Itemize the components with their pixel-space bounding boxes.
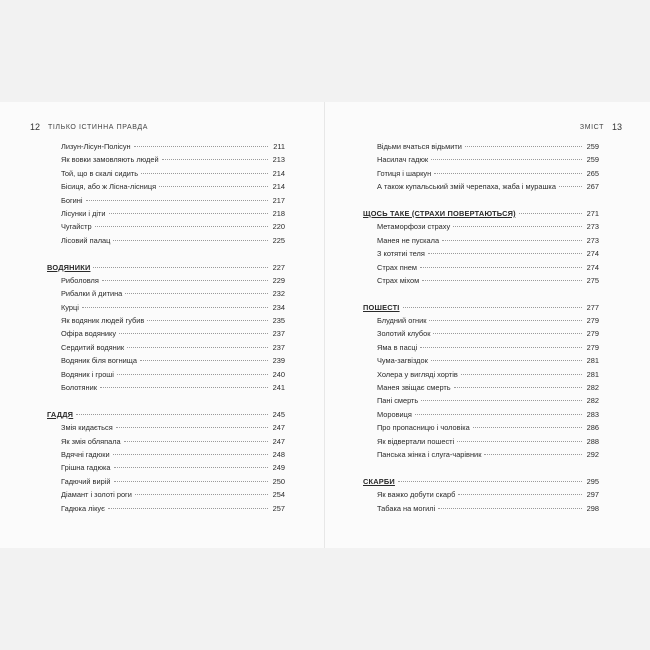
toc-entry[interactable] [363,314,599,327]
page-number: 211 [273,142,285,151]
section-title: ЩОСЬ ТАКЕ (СТРАХИ ПОВЕРТАЮТЬСЯ) [363,208,516,218]
entry-title: Рибалки й дитина [61,289,123,299]
page-number: 247 [272,423,285,433]
toc-entry[interactable] [363,180,599,193]
dot-leader [134,146,268,147]
toc-entry[interactable] [363,368,599,381]
section-title: ВОДЯНИКИ [47,262,91,272]
right-toc-column [363,140,599,515]
dot-leader [102,280,268,281]
page-number: 249 [272,463,285,473]
page-number: 282 [586,396,599,406]
page-number: 248 [272,449,285,459]
toc-entry[interactable] [363,220,599,233]
toc-entry[interactable] [47,180,285,193]
toc-section-heading[interactable] [363,475,599,488]
entry-title: Водяник і гроші [61,369,114,379]
entry-title: Як вовки замовляють людей [61,155,159,165]
section-spacer [363,194,599,207]
page-number: 220 [272,222,285,232]
page-number: 298 [586,503,599,513]
entry-title: Гадюка лікує [61,503,105,513]
right-page-number: 13 [611,122,622,132]
section-title: ГАДДЯ [47,409,74,419]
toc-entry[interactable] [363,153,599,166]
dot-leader [125,293,268,294]
dot-leader [431,360,582,361]
dot-leader [415,414,582,415]
page-number: 254 [272,490,285,500]
toc-entry[interactable] [47,327,285,340]
page-number: 240 [272,369,285,379]
page-number: 274 [586,262,599,272]
toc-entry[interactable] [47,194,285,207]
entry-title: Лизун-Лісун-Полісун [61,142,131,151]
toc-entry[interactable] [47,502,285,515]
dot-leader [116,427,268,428]
dot-leader [434,173,582,174]
toc-entry[interactable] [47,234,285,247]
entry-title: Страх міхом [377,275,420,285]
toc-section-heading[interactable] [363,301,599,314]
page-number: 247 [272,436,285,446]
dot-leader [147,320,268,321]
page-number: 237 [272,329,285,339]
entry-title: Метаморфози страху [377,222,451,232]
dot-leader [458,494,582,495]
dot-leader [422,280,582,281]
entry-title: Риболовля [61,275,99,285]
toc-entry[interactable] [47,461,285,474]
page-number: 218 [272,208,285,218]
page-number: 241 [272,383,285,393]
toc-entry[interactable] [47,287,285,300]
dot-leader [113,240,268,241]
page-number: 279 [586,316,599,326]
right-running-title: ЗМІСТ [579,123,604,131]
left-page-number: 12 [30,122,41,132]
left-toc-column [47,140,285,515]
left-running-title: ТІЛЬКО ІСТИННА ПРАВДА [48,123,149,131]
entry-title: А також купальський змій черепаха, жаба і мурашка [377,182,556,192]
dot-leader [559,186,582,187]
dot-leader [438,508,582,509]
toc-entry[interactable] [47,475,285,488]
page-number: 234 [272,302,285,312]
dot-leader [473,427,582,428]
page-number: 267 [586,182,599,192]
entry-title: Яма в пасці [377,342,418,352]
page-number: 237 [272,342,285,352]
toc-entry[interactable] [47,167,285,180]
toc-entry[interactable] [47,220,285,233]
dot-leader [93,267,268,268]
entry-title: Як важко добути скарб [377,490,456,500]
page-number: 279 [586,342,599,352]
entry-title: Лісунки і діти [61,208,106,218]
toc-entry[interactable] [47,421,285,434]
entry-title: Чугайстр [61,222,92,232]
toc-entry[interactable] [363,408,599,421]
page-number: 250 [272,476,285,486]
toc-entry[interactable] [363,261,599,274]
section-spacer [363,461,599,474]
page-number: 279 [586,329,599,339]
toc-entry[interactable] [363,341,599,354]
dot-leader [162,159,268,160]
entry-title: Насилач гадюк [377,155,429,165]
toc-entry[interactable] [47,448,285,461]
dot-leader [453,226,582,227]
dot-leader [119,333,268,334]
dot-leader [109,213,268,214]
toc-entry[interactable] [363,327,599,340]
dot-leader [76,414,268,415]
dot-leader [159,186,268,187]
page-number: 229 [272,275,285,285]
entry-title: Панська жінка і слуга-чарівник [377,449,482,459]
entry-title: Грішна гадюка [61,463,111,473]
page-number: 281 [586,356,599,366]
page-number: 275 [586,275,599,285]
toc-entry[interactable] [363,140,599,153]
page-number: 239 [272,356,285,366]
section-title: СКАРБИ [363,476,395,486]
page-number: 214 [272,182,285,192]
book-spread [0,102,650,548]
entry-title: Гадючий вирій [61,476,111,486]
dot-leader [108,508,268,509]
dot-leader [519,213,582,214]
section-spacer [47,394,285,407]
dot-leader [442,240,582,241]
entry-title: Водяник біля вогнища [61,356,137,366]
dot-leader [454,387,582,388]
dot-leader [127,347,268,348]
page-number: 274 [586,249,599,259]
entry-title: Як змія обляпала [61,436,121,446]
dot-leader [403,307,582,308]
toc-entry[interactable] [363,394,599,407]
page-number: 265 [586,168,599,178]
entry-title: Як відвертали пошесті [377,436,455,446]
left-running-head [30,122,148,132]
toc-section-heading[interactable] [47,261,285,274]
toc-entry[interactable] [363,502,599,515]
toc-entry[interactable] [47,488,285,501]
toc-section-heading[interactable] [363,207,599,220]
dot-leader [421,400,582,401]
entry-title: Як водяник людей губив [61,316,145,326]
page-number: 271 [586,208,599,218]
page-number: 259 [586,142,599,151]
entry-title: Страх пнем [377,262,417,272]
entry-title: Офіра водянику [61,329,117,339]
page-number: 225 [272,235,285,245]
toc-entry[interactable] [47,435,285,448]
entry-title: Відьми вчаться відьмити [377,142,462,151]
dot-leader [428,253,582,254]
page-number: 259 [586,155,599,165]
entry-title: Блудний огник [377,316,427,326]
page-number: 273 [586,235,599,245]
toc-entry[interactable] [363,448,599,461]
page-number: 286 [586,423,599,433]
entry-title: Болотяник [61,383,97,393]
page-number: 217 [272,195,285,205]
section-spacer [363,287,599,300]
gutter-divider [324,102,325,548]
dot-leader [114,481,269,482]
dot-leader [124,441,268,442]
page-number: 282 [586,383,599,393]
entry-title: Лісовий палац [61,235,111,245]
entry-title: Курці [61,302,79,312]
entry-title: Чума-загвіздок [377,356,428,366]
dot-leader [117,374,268,375]
toc-entry[interactable] [47,354,285,367]
toc-entry[interactable] [47,301,285,314]
toc-entry[interactable] [363,167,599,180]
dot-leader [100,387,268,388]
toc-entry[interactable] [363,234,599,247]
toc-entry[interactable] [47,274,285,287]
entry-title: Пані смерть [377,396,419,406]
section-title: ПОШЕСТІ [363,302,400,312]
entry-title: З котятиі теля [377,249,425,259]
page-number: 273 [586,222,599,232]
entry-title: Готиця і шаркун [377,168,432,178]
toc-entry[interactable] [47,368,285,381]
dot-leader [86,200,268,201]
dot-leader [465,146,582,147]
dot-leader [82,307,268,308]
toc-entry[interactable] [363,381,599,394]
dot-leader [461,374,582,375]
entry-title: Манея не пускала [377,235,440,245]
toc-entry[interactable] [47,381,285,394]
dot-leader [420,347,582,348]
page-number: 283 [586,409,599,419]
toc-entry[interactable] [363,274,599,287]
entry-title: Сердитий водяник [61,342,125,352]
entry-title: Діамант і золоті роги [61,490,132,500]
dot-leader [114,467,268,468]
dot-leader [431,159,582,160]
toc-entry[interactable] [47,153,285,166]
dot-leader [141,173,268,174]
entry-title: Той, що в скалі сидить [61,168,139,178]
page-number: 213 [272,155,285,165]
page-number: 281 [586,369,599,379]
toc-entry[interactable] [363,354,599,367]
entry-title: Бісиця, або ж Лісна-лісниця [61,182,157,192]
page-number: 295 [586,476,599,486]
page-number: 245 [272,409,285,419]
page-number: 297 [586,490,599,500]
entry-title: Табака на могилі [377,503,436,513]
dot-leader [484,454,582,455]
dot-leader [398,481,582,482]
toc-entry[interactable] [47,341,285,354]
entry-title: Вдячні гадюки [61,449,110,459]
page-number: 214 [272,168,285,178]
dot-leader [433,333,582,334]
page-number: 227 [272,262,285,272]
dot-leader [429,320,582,321]
dot-leader [420,267,582,268]
entry-title: Золотий клубок [377,329,431,339]
toc-entry[interactable] [47,140,285,153]
entry-title: Богині [61,195,83,205]
toc-entry[interactable] [363,488,599,501]
toc-section-heading[interactable] [47,408,285,421]
page-number: 235 [272,316,285,326]
right-running-head [580,122,622,132]
dot-leader [113,454,268,455]
page-number: 292 [586,449,599,459]
page-number: 288 [586,436,599,446]
page-number: 257 [272,503,285,513]
toc-entry[interactable] [47,207,285,220]
toc-entry[interactable] [363,421,599,434]
entry-title: Манея звіщає смерть [377,383,451,393]
page-number: 232 [272,289,285,299]
entry-title: Про пропасницю і чоловіка [377,423,470,433]
toc-entry[interactable] [363,435,599,448]
dot-leader [135,494,268,495]
toc-entry[interactable] [47,314,285,327]
dot-leader [140,360,268,361]
entry-title: Моровиця [377,409,412,419]
toc-entry[interactable] [363,247,599,260]
dot-leader [95,226,268,227]
entry-title: Змія кидається [61,423,113,433]
section-spacer [47,247,285,260]
entry-title: Холера у вигляді хортів [377,369,458,379]
page-number: 277 [586,302,599,312]
dot-leader [457,441,582,442]
